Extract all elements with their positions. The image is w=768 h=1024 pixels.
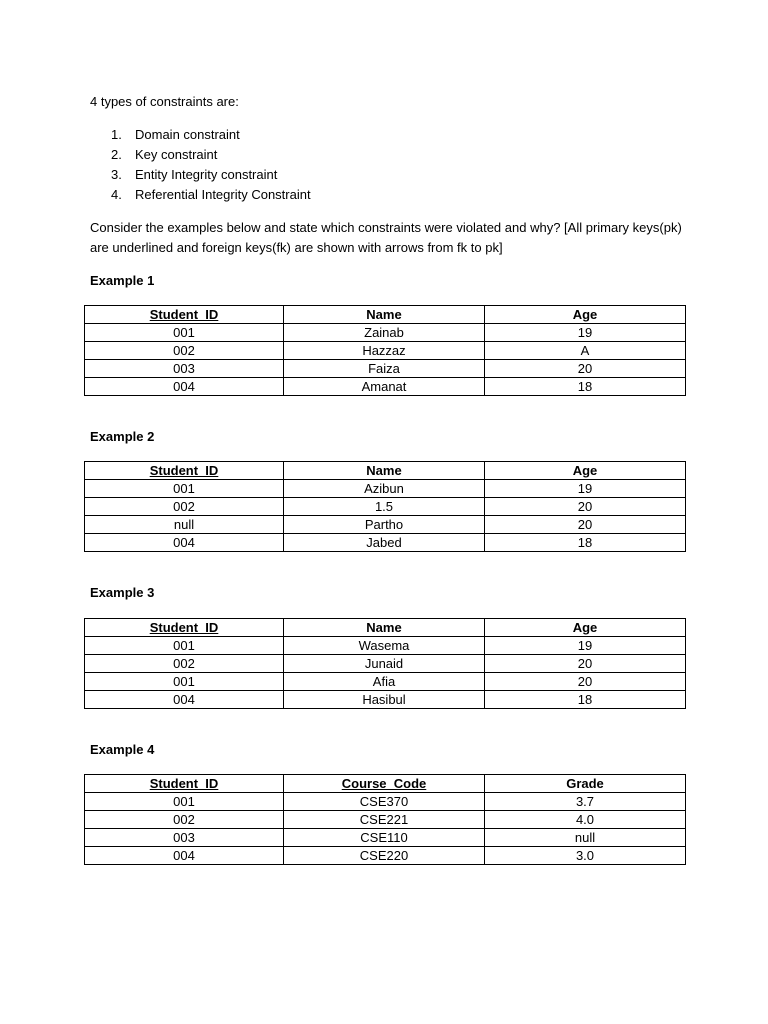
- table-cell: 19: [485, 637, 686, 655]
- example-3-title: Example 3: [90, 585, 155, 600]
- table-row: [85, 516, 686, 534]
- table-cell: Jabed: [284, 534, 485, 552]
- table-row: [85, 360, 686, 378]
- example-2-title: Example 2: [90, 429, 155, 444]
- table-row: [85, 378, 686, 396]
- table-cell: null: [485, 829, 686, 847]
- list-number: 2.: [111, 147, 122, 162]
- table-cell: 003: [85, 360, 284, 378]
- table-cell: 3.0: [485, 847, 686, 865]
- intro-text: 4 types of constraints are:: [90, 94, 239, 109]
- table-cell: Afia: [284, 673, 485, 691]
- list-label: Referential Integrity Constraint: [135, 187, 311, 202]
- list-number: 4.: [111, 187, 122, 202]
- header-cell: Student_ID: [85, 619, 284, 637]
- example-4-table: [84, 774, 686, 865]
- table-cell: 001: [85, 793, 284, 811]
- table-row: [85, 811, 686, 829]
- table-cell: 004: [85, 691, 284, 709]
- table-cell: Faiza: [284, 360, 485, 378]
- list-item: [111, 126, 311, 146]
- table-cell: 20: [485, 655, 686, 673]
- table-cell: 002: [85, 655, 284, 673]
- header-cell: Grade: [485, 775, 686, 793]
- table-cell: 18: [485, 378, 686, 396]
- table-cell: 18: [485, 691, 686, 709]
- table-row: [85, 793, 686, 811]
- table-cell: 20: [485, 516, 686, 534]
- table-cell: CSE221: [284, 811, 485, 829]
- table-cell: A: [485, 342, 686, 360]
- header-cell: Name: [284, 462, 485, 480]
- table-cell: 004: [85, 847, 284, 865]
- table-cell: 002: [85, 498, 284, 516]
- table-cell: 4.0: [485, 811, 686, 829]
- table-header-row: [85, 306, 686, 324]
- table-header-row: [85, 619, 686, 637]
- table-cell: 004: [85, 378, 284, 396]
- header-cell: Name: [284, 306, 485, 324]
- table-row: [85, 673, 686, 691]
- header-cell: Student_ID: [85, 775, 284, 793]
- table-cell: CSE110: [284, 829, 485, 847]
- header-cell: Student_ID: [85, 306, 284, 324]
- table-cell: 18: [485, 534, 686, 552]
- table-cell: 19: [485, 324, 686, 342]
- table-cell: null: [85, 516, 284, 534]
- table-cell: Amanat: [284, 378, 485, 396]
- header-cell: Age: [485, 619, 686, 637]
- header-cell: Age: [485, 462, 686, 480]
- table-cell: 20: [485, 360, 686, 378]
- table-cell: 002: [85, 342, 284, 360]
- example-4-title: Example 4: [90, 742, 155, 757]
- table-cell: 001: [85, 324, 284, 342]
- table-header-row: [85, 775, 686, 793]
- table-row: [85, 480, 686, 498]
- table-cell: Hazzaz: [284, 342, 485, 360]
- table-row: [85, 498, 686, 516]
- table-cell: Wasema: [284, 637, 485, 655]
- table-header-row: [85, 462, 686, 480]
- table-cell: 001: [85, 480, 284, 498]
- table-row: [85, 324, 686, 342]
- instructions-line-2: are underlined and foreign keys(fk) are shown with arrows from fk to pk]: [90, 240, 503, 255]
- table-cell: Hasibul: [284, 691, 485, 709]
- table-cell: CSE370: [284, 793, 485, 811]
- constraints-list: [111, 126, 311, 206]
- table-row: [85, 534, 686, 552]
- table-row: [85, 637, 686, 655]
- table-cell: 001: [85, 673, 284, 691]
- table-row: [85, 691, 686, 709]
- table-cell: 19: [485, 480, 686, 498]
- table-cell: Partho: [284, 516, 485, 534]
- table-cell: 1.5: [284, 498, 485, 516]
- table-row: [85, 847, 686, 865]
- table-cell: 003: [85, 829, 284, 847]
- list-number: 3.: [111, 167, 122, 182]
- table-row: [85, 342, 686, 360]
- list-label: Domain constraint: [135, 127, 240, 142]
- example-2-table: [84, 461, 686, 552]
- table-cell: Azibun: [284, 480, 485, 498]
- header-cell: Name: [284, 619, 485, 637]
- table-cell: CSE220: [284, 847, 485, 865]
- list-label: Key constraint: [135, 147, 218, 162]
- example-1-title: Example 1: [90, 273, 155, 288]
- example-3-table: [84, 618, 686, 709]
- table-cell: Junaid: [284, 655, 485, 673]
- table-row: [85, 829, 686, 847]
- header-cell: Student_ID: [85, 462, 284, 480]
- list-label: Entity Integrity constraint: [135, 167, 278, 182]
- list-item: [111, 146, 311, 166]
- table-cell: 20: [485, 673, 686, 691]
- list-item: [111, 166, 311, 186]
- instructions-paragraph: [90, 218, 690, 258]
- table-row: [85, 655, 686, 673]
- table-cell: 3.7: [485, 793, 686, 811]
- table-cell: 004: [85, 534, 284, 552]
- header-cell: Course_Code: [284, 775, 485, 793]
- table-cell: 20: [485, 498, 686, 516]
- table-cell: 001: [85, 637, 284, 655]
- list-item: [111, 186, 311, 206]
- table-cell: Zainab: [284, 324, 485, 342]
- instructions-line-1: Consider the examples below and state which constraints were violated and why? [All primary keys(pk): [90, 220, 682, 235]
- table-cell: 002: [85, 811, 284, 829]
- list-number: 1.: [111, 127, 122, 142]
- example-1-table: [84, 305, 686, 396]
- header-cell: Age: [485, 306, 686, 324]
